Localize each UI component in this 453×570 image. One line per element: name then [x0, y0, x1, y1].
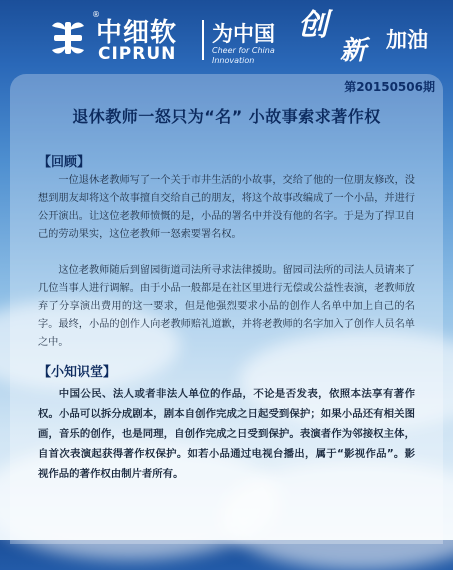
- brand-name-cn: 中细软: [96, 18, 178, 48]
- review-paragraph-2: 这位老教师随后到留园街道司法所寻求法律援助。留园司法所的司法人员请来了几位当事人进行调解。由于小品一般都是在社区里进行无偿或公益性表演，老教师放弃了分享演出费用的这一要求，但是他强烈要求小品的创作人名单中加上自己的名字。最终，小品的创作人向老教师赔礼道歉，并将老教师的名字加入了创作人员名单之中。: [38, 265, 415, 348]
- slogan-en-line1: Cheer for China: [212, 46, 275, 55]
- header-divider: [202, 20, 204, 60]
- knowledge-paragraph: 中国公民、法人或者非法人单位的作品，不论是否发表，依照本法享有著作权。小品可以拆分成剧本，剧本自创作完成之日起受到保护；如果小品还有相关图画，音乐的创作，也是同理，自创作完成之日受到保护。表演者作为邻接权主体，自首次表演起获得著作权保护。如若小品通过电视台播出，属于“影视作品”。影视作品的著作权由制片者所有。: [38, 388, 415, 480]
- slogan-cn: 为中国: [212, 22, 275, 46]
- registered-mark: ®: [92, 10, 100, 19]
- review-paragraph-1: 一位退休老教师写了一个关于市井生活的小故事，交给了他的一位朋友修改，没想到朋友却将这个故事擅自交给自己的朋友，将这个故事改编成了一个小品，并进行公开演出。让这位老教师愤慨的是，小品的署名中并没有他的名字。于是为了捍卫自己的劳动果实，这位老教师一怒索要署名权。: [38, 175, 415, 240]
- slogan-chuang: 创: [298, 8, 328, 43]
- slogan-en: [212, 46, 275, 66]
- header-banner: [0, 0, 453, 72]
- slogan-en-line2: Innovation: [212, 56, 255, 65]
- slogan-jiayou: 加油: [386, 28, 428, 52]
- issue-number: 第20150506期: [344, 80, 435, 94]
- slogan-xin: 新: [340, 36, 367, 66]
- brand-name-en: CIPRUN: [98, 44, 177, 64]
- knowledge-heading: 【小知识堂】: [38, 365, 117, 380]
- review-heading: 【回顾】: [38, 155, 91, 170]
- ciprun-logo-icon: [46, 16, 90, 60]
- article-title: 退休教师一怒只为“名” 小故事索求著作权: [72, 107, 381, 126]
